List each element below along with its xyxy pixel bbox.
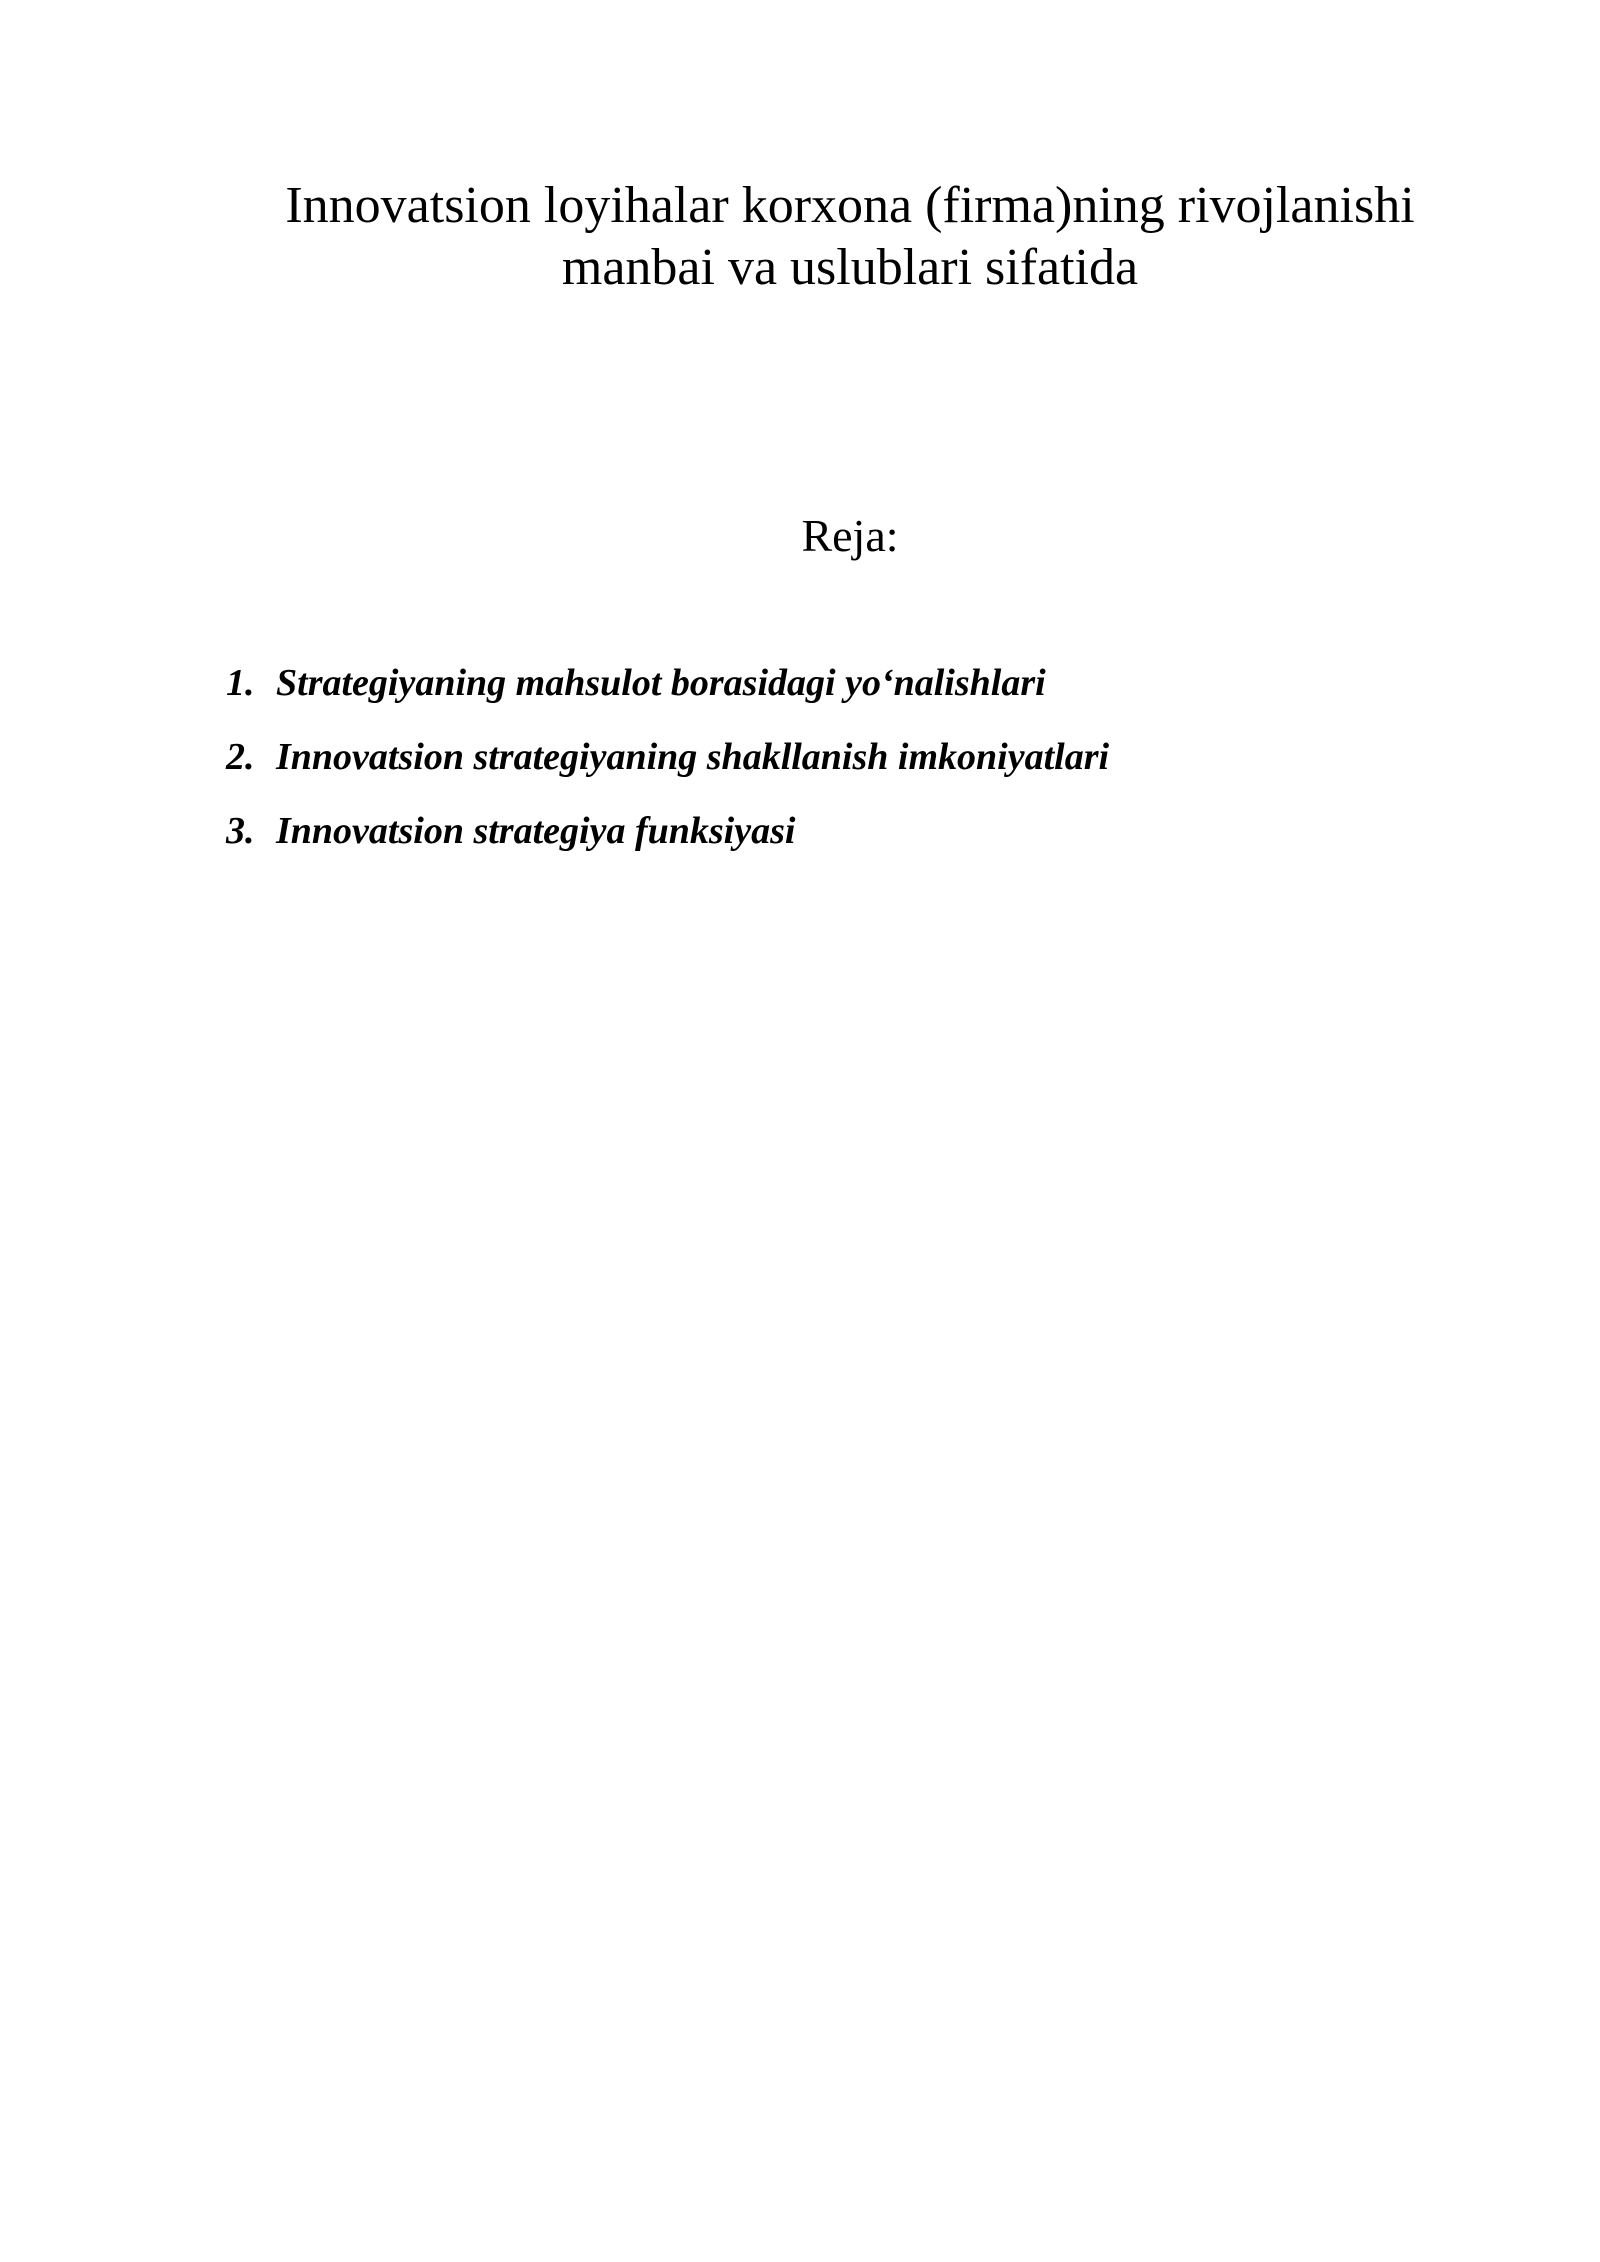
plan-item-3 [226, 808, 1426, 882]
plan-item-number: 3. [226, 810, 255, 852]
document-title-line-2: manbai va uslublari sifatida [561, 238, 1139, 296]
plan-item-text: Innovatsion strategiya funksiyasi [276, 810, 796, 852]
plan-heading: Reja: [801, 510, 899, 561]
document-title [200, 175, 1500, 299]
plan-item-1 [226, 660, 1426, 734]
plan-item-number: 1. [226, 662, 255, 704]
document-title-line-1: Innovatsion loyihalar korxona (firma)ning rivojlanishi [285, 176, 1415, 234]
plan-item-number: 2. [226, 736, 255, 778]
plan-item-2 [226, 734, 1426, 808]
plan-item-text: Innovatsion strategiyaning shakllanish imkoniyatlari [276, 736, 1110, 778]
plan-list [226, 660, 1426, 882]
plan-item-text: Strategiyaning mahsulot borasidagi yo‘nalishlari [276, 662, 1046, 704]
